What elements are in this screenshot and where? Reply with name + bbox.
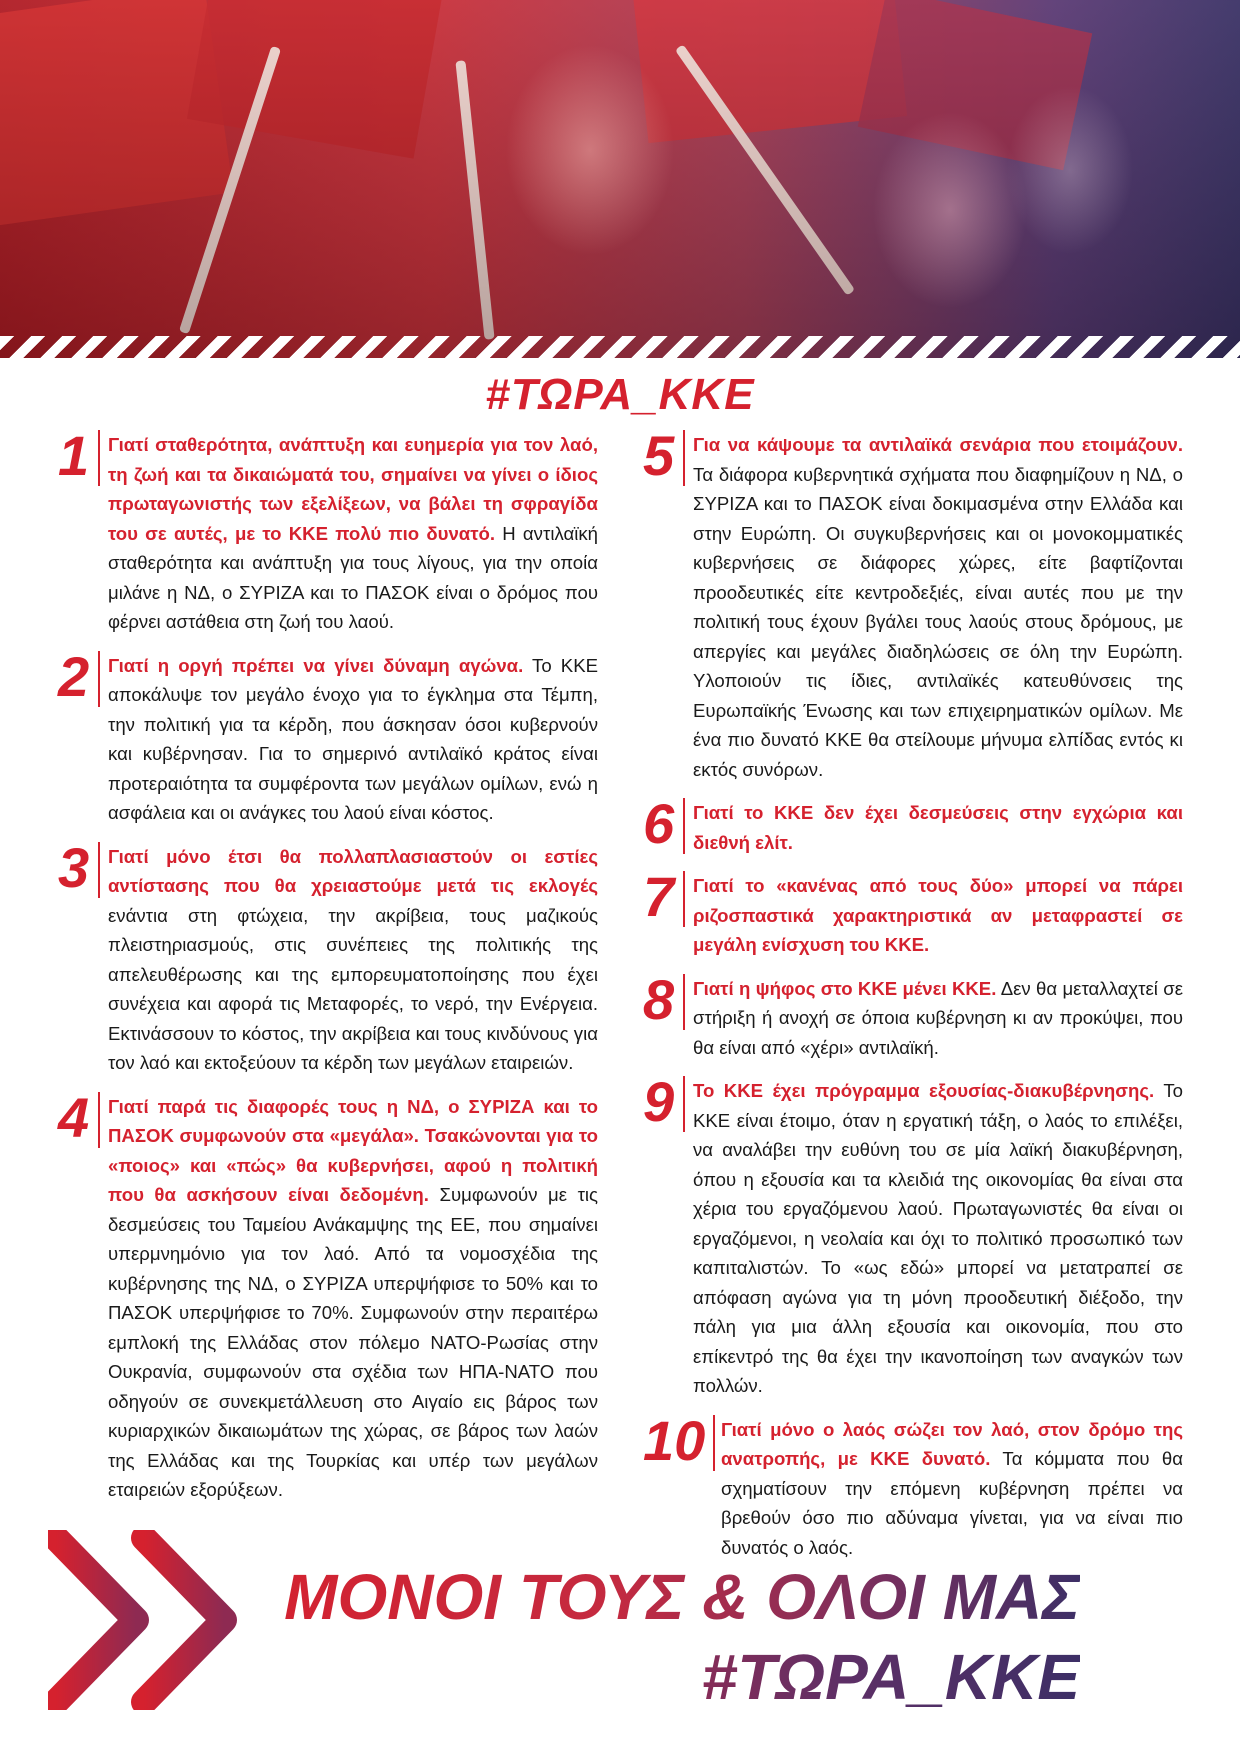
reason-body: ενάντια στη φτώχεια, την ακρίβεια, τους μαζικούς πλειστηριασμούς, στις συνέπειες της πολιτικής της απελευθέρωσης και της εμπορευματοποίησης που έχει συνέχεια και αφορά τις Μεταφορές, το νερό, την Ενέργεια. Εκτινάσσουν το κόστος, την ακρίβεια και τους κινδύνους για τον λαό και εκτοξεύουν τα κέρδη των μεγάλων εταιρειών. — [108, 904, 598, 1073]
divider — [683, 974, 685, 1030]
reason-number: 9 — [643, 1070, 675, 1133]
header-photo — [0, 0, 1240, 358]
divider — [98, 430, 100, 486]
reason-number: 10 — [643, 1408, 706, 1472]
reason-item — [643, 1070, 1183, 1401]
reason-number: 3 — [58, 835, 90, 899]
reason-lead: Γιατί μόνο έτσι θα πολλαπλασιαστούν οι εστίες αντίστασης που θα χρειαστούμε μετά τις εκλογές — [108, 845, 598, 896]
reason-body: Τα κόμματα που θα σχηματίσουν την επόμενη κυβέρνηση πρέπει να βρεθούν όσο πιο αδύναμα γίνεται, για να είναι πιο δυνατός ο λαός. — [721, 1448, 1183, 1558]
divider — [98, 651, 100, 707]
reason-number: 4 — [58, 1085, 90, 1149]
reason-number: 6 — [643, 792, 675, 855]
reason-lead: Γιατί το ΚΚΕ δεν έχει δεσμεύσεις στην εγχώρια και διεθνή ελίτ. — [693, 802, 1183, 853]
left-column — [58, 424, 599, 1519]
reason-body: Η αντιλαϊκή σταθερότητα και ανάπτυξη για τους λίγους, για την οποία μιλάνε η ΝΔ, ο ΣΥΡΙΖΑ και το ΠΑΣΟΚ είναι ο δρόμος που φέρνει αστάθεια στη ζωή του λαού. — [108, 522, 598, 632]
reason-item — [58, 1085, 599, 1505]
reason-body: Δεν θα μεταλλαχτεί σε στήριξη ή ανοχή σε όποια κυβέρνηση κι αν προκύψει, που θα είναι από «χέρι» αντιλαϊκή. — [693, 977, 1183, 1058]
divider — [98, 842, 100, 898]
footer-hashtag: #ΤΩΡΑ_ΚΚΕ — [600, 1640, 1080, 1714]
right-column — [643, 424, 1183, 1576]
reason-number: 8 — [643, 967, 675, 1031]
page-title-hashtag: #ΤΩΡΑ_ΚΚΕ — [485, 370, 755, 419]
reason-lead: Για να κάψουμε τα αντιλαϊκά σενάρια που ετοιμάζουν. — [693, 434, 1183, 455]
reason-body: Τα διάφορα κυβερνητικά σχήματα που διαφημίζουν η ΝΔ, ο ΣΥΡΙΖΑ και το ΠΑΣΟΚ είναι δοκιμασμένα στην Ελλάδα και στην Ευρώπη. Οι συγκυβερνήσεις και οι μονοκομματικές κυβερνήσεις σε διάφορες χώρες, είτε βαφτίζονται προοδευτικές είτε κεντροδεξιές, είναι αυτές που με την πολιτική τους έχουν βγάλει τους λαούς στους δρόμους, με απεργίες και μεγάλες διαδηλώσεις σε όλη την Ευρώπη. Υλοποιούν τις ίδιες, αντιλαϊκές κατευθύνσεις της Ευρωπαϊκής Ένωσης και των επιχειρηματικών ομίλων. Με ένα πιο δυνατό ΚΚΕ θα στείλουμε μήνυμα ελπίδας εντός κι εκτός συνόρων. — [693, 463, 1183, 780]
divider — [98, 1092, 100, 1148]
divider — [683, 430, 685, 486]
reason-lead: Γιατί η ψήφος στο ΚΚΕ μένει ΚΚΕ. — [693, 977, 997, 999]
reason-number: 7 — [643, 865, 675, 928]
reason-number: 1 — [58, 424, 90, 487]
reason-lead: Το ΚΚΕ έχει πρόγραμμα εξουσίας-διακυβέρνησης. — [693, 1080, 1155, 1101]
reason-item — [58, 644, 598, 828]
reason-item — [58, 424, 598, 637]
divider — [683, 1076, 685, 1132]
reason-number: 2 — [58, 644, 90, 708]
reason-body: Συμφωνούν με τις δεσμεύσεις του Ταμείου Ανάκαμψης της ΕΕ, που σημαίνει υπερμνημόνιο για τον λαό. Από τα νομοσχέδια της κυβέρνησης της ΝΔ, ο ΣΥΡΙΖΑ υπερψήφισε το 50% και το ΠΑΣΟΚ υπερψήφισε το 70%. Συμφωνούν στην περαιτέρω εμπλοκή της Ελλάδας στον πόλεμο ΝΑΤΟ-Ρωσίας στην Ουκρανία, συμφωνούν στα σχέδια των ΗΠΑ-ΝΑΤΟ που οδηγούν σε συνεκμετάλλευση στο Αιγαίο εις βάρος των κυριαρχικών δικαιωμάτων της χώρας, σε βάρος των λαών της Ελλάδας και της Τουρκίας και υπέρ των μεγάλων εταιρειών εξορύξεων. — [108, 1184, 599, 1500]
reason-item — [643, 865, 1183, 960]
reason-item — [643, 967, 1183, 1063]
reason-item — [643, 792, 1183, 857]
photo-stripe-edge — [0, 336, 1240, 358]
divider — [683, 871, 685, 927]
reason-item — [58, 835, 598, 1078]
reason-number: 5 — [643, 424, 675, 487]
reason-lead: Γιατί παρά τις διαφορές τους η ΝΔ, ο ΣΥΡΙΖΑ και το ΠΑΣΟΚ συμφωνούν στα «μεγάλα». Τσακώνονται για το «ποιος» και «πώς» θα κυβερνήσει, αφού η πολιτική που θα ασκήσουν είναι δεδομένη. — [108, 1095, 598, 1205]
photo-shading — [0, 0, 1240, 358]
reason-body: Το ΚΚΕ αποκάλυψε τον μεγάλο ένοχο για το έγκλημα στα Τέμπη, την πολιτική για τα κέρδη, που άσκησαν όσοι κυβερνούν και κυβέρνησαν. Για το σημερινό αντιλαϊκό κράτος είναι προτεραιότητα τα συμφέροντα των μεγάλων ομίλων, ενώ η ασφάλεια και οι ανάγκες του λαού είναι κόστος. — [108, 654, 598, 823]
reason-lead: Γιατί μόνο ο λαός σώζει τον λαό, στον δρόμο της ανατροπής, με ΚΚΕ δυνατό. — [721, 1418, 1183, 1469]
reason-item — [643, 424, 1183, 784]
footer-slogan: ΜΟΝΟΙ ΤΟΥΣ & ΟΛΟΙ ΜΑΣ — [230, 1560, 1080, 1634]
reason-item — [643, 1408, 1183, 1563]
divider — [713, 1415, 715, 1471]
divider — [683, 798, 685, 854]
reason-lead: Γιατί σταθερότητα, ανάπτυξη και ευημερία για τον λαό, τη ζωή και τα δικαιώματά του, σημαίνει να γίνει ο ίδιος πρωταγωνιστής των εξελίξεων, να βάλει τη σφραγίδα του σε αυτές, με το ΚΚΕ πολύ πιο δυνατό. — [108, 434, 598, 544]
reason-body: Το ΚΚΕ είναι έτοιμο, όταν η εργατική τάξη, ο λαός το επιλέξει, να αναλάβει την ευθύνη του σε μία λαϊκή διακυβέρνηση, όπου η εξουσία και τα κλειδιά της οικονομίας θα είναι στα χέρια του εργαζόμενου λαού. Πρωταγωνιστές θα είναι οι εργαζόμενοι, η νεολαία και όχι το πολιτικό προσωπικό των καπιταλιστών. Το «ως εδώ» μπορεί να μετατραπεί σε απόφαση αγώνα για τη μόνη προοδευτική διέξοδο, την πάλη για μια άλλη εξουσία και οικονομία, που στο επίκεντρό της θα έχει την ικανοποίηση των αναγκών των πολλών. — [693, 1080, 1183, 1396]
reason-lead: Γιατί το «κανένας από τους δύο» μπορεί να πάρει ριζοσπαστικά χαρακτηριστικά αν μεταφραστεί σε μεγάλη ενίσχυση του ΚΚΕ. — [693, 875, 1183, 955]
reason-lead: Γιατί η οργή πρέπει να γίνει δύναμη αγώνα. — [108, 654, 524, 676]
